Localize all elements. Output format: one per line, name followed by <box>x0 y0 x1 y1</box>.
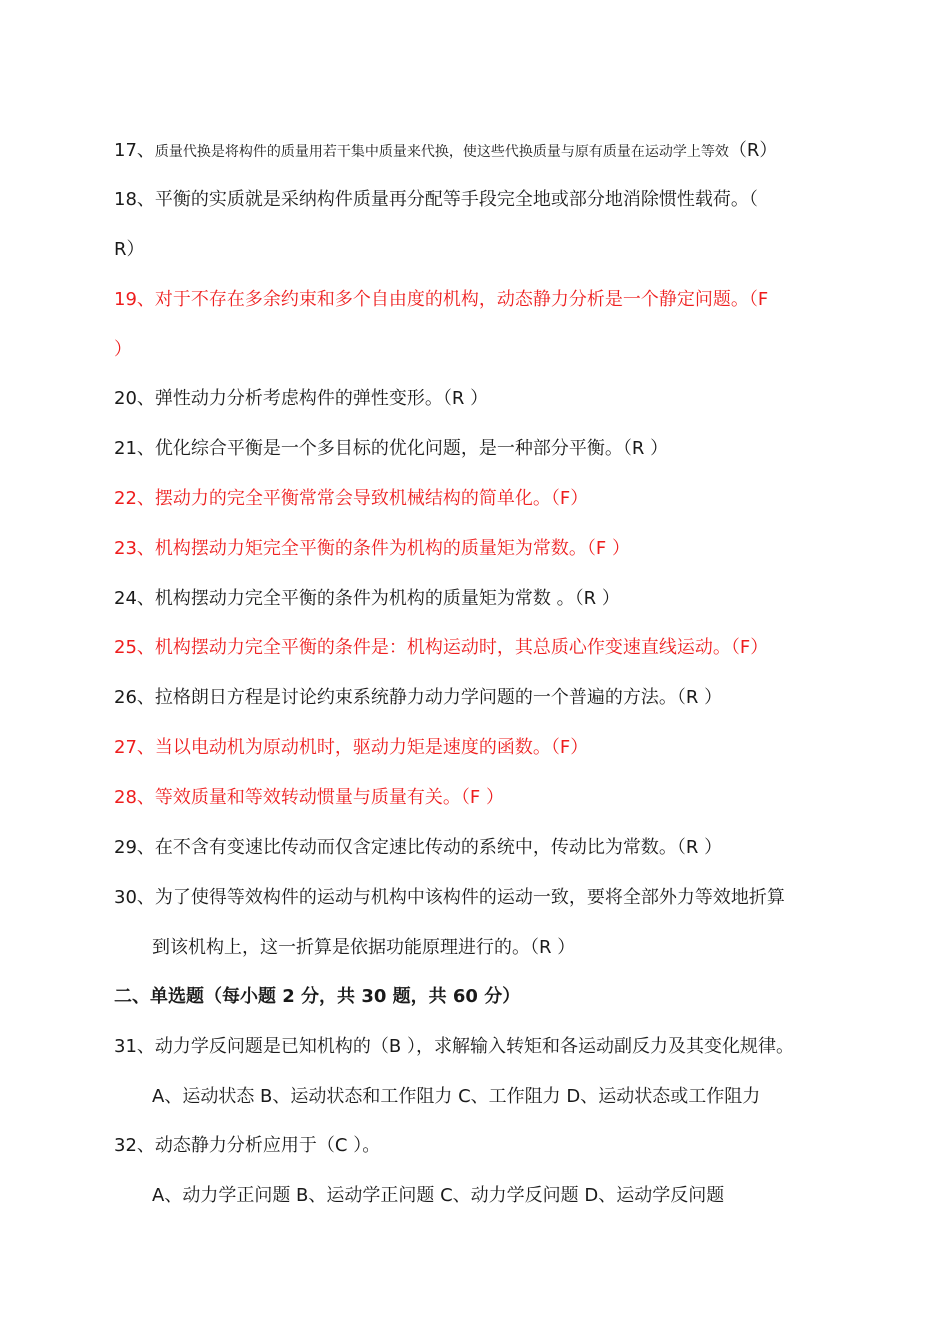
item-text: 机构摆动力完全平衡的条件是：机构运动时，其总质心作变速直线运动。（F） <box>154 637 769 658</box>
item-18 <box>114 188 758 212</box>
question-32 <box>114 1134 380 1158</box>
item-text: 优化综合平衡是一个多目标的优化问题，是一种部分平衡。（R ） <box>154 438 669 459</box>
item-text: 在不含有变速比传动而仅含定速比传动的系统中，传动比为常数。（R ） <box>154 837 723 858</box>
item-30 <box>114 886 785 910</box>
item-number: 29、 <box>114 837 155 858</box>
question-31 <box>114 1035 794 1059</box>
item-number: 22、 <box>114 488 155 509</box>
item-22 <box>114 487 588 511</box>
item-number: 19、 <box>114 289 155 310</box>
item-number: 17、 <box>114 140 155 161</box>
item-18-continuation <box>114 238 145 262</box>
item-text: 当以电动机为原动机时，驱动力矩是速度的函数。（F） <box>154 737 589 758</box>
item-number: 25、 <box>114 637 155 658</box>
item-23 <box>114 537 630 561</box>
item-19 <box>114 288 768 312</box>
item-text: 对于不存在多余约束和多个自由度的机构，动态静力分析是一个静定问题。（F <box>154 289 769 310</box>
item-number: 26、 <box>114 687 155 708</box>
question-31-options: A、运动状态 B、运动状态和工作阻力 C、工作阻力 D、运动状态或工作阻力 <box>152 1086 761 1107</box>
item-text: 质量代换是将构件的质量用若干集中质量来代换，使这些代换质量与原有质量在运动学上等效 <box>154 144 729 160</box>
question-number: 31、 <box>114 1036 155 1057</box>
item-29 <box>114 836 722 860</box>
item-text: 弹性动力分析考虑构件的弹性变形。（R ） <box>154 388 489 409</box>
item-text: 等效质量和等效转动惯量与质量有关。（F ） <box>154 787 504 808</box>
item-text-cont: R） <box>114 239 145 260</box>
item-25 <box>114 636 768 660</box>
item-text: 拉格朗日方程是讨论约束系统静力动力学问题的一个普遍的方法。（R ） <box>154 687 723 708</box>
item-number: 30、 <box>114 887 155 908</box>
section-heading: 二、单选题（每小题 2 分，共 30 题，共 60 分） <box>114 986 521 1007</box>
item-28 <box>114 786 504 810</box>
item-30-continuation <box>152 936 575 960</box>
item-text: 机构摆动力矩完全平衡的条件为机构的质量矩为常数。（F ） <box>154 538 630 559</box>
item-19-continuation <box>114 338 132 362</box>
item-number: 28、 <box>114 787 155 808</box>
question-32-options: A、动力学正问题 B、运动学正问题 C、动力学反问题 D、运动学反问题 <box>152 1185 725 1206</box>
item-number: 21、 <box>114 438 155 459</box>
question-text: 动力学反问题是已知机构的（B ），求解输入转矩和各运动副反力及其变化规律。 <box>154 1036 794 1057</box>
question-number: 32、 <box>114 1135 155 1156</box>
item-number: 23、 <box>114 538 155 559</box>
item-text: 摆动力的完全平衡常常会导致机械结构的简单化。（F） <box>154 488 589 509</box>
item-text: 为了使得等效构件的运动与机构中该构件的运动一致，要将全部外力等效地折算 <box>154 887 785 908</box>
item-text-cont: 到该机构上，这一折算是依据功能原理进行的。（R ） <box>152 937 576 958</box>
item-20 <box>114 387 488 411</box>
item-17 <box>114 139 777 164</box>
item-text-cont: ） <box>114 339 132 360</box>
item-text: 平衡的实质就是采纳构件质量再分配等手段完全地或部分地消除惯性载荷。（ <box>154 189 758 210</box>
item-number: 24、 <box>114 588 155 609</box>
item-number: 18、 <box>114 189 155 210</box>
question-text: 动态静力分析应用于（C ）。 <box>154 1135 381 1156</box>
item-number: 20、 <box>114 388 155 409</box>
item-26 <box>114 686 722 710</box>
item-text: 机构摆动力完全平衡的条件为机构的质量矩为常数 。（R ） <box>154 588 620 609</box>
item-21 <box>114 437 668 461</box>
item-answer: （R） <box>728 140 778 161</box>
item-24 <box>114 587 620 611</box>
item-number: 27、 <box>114 737 155 758</box>
item-27 <box>114 736 588 760</box>
